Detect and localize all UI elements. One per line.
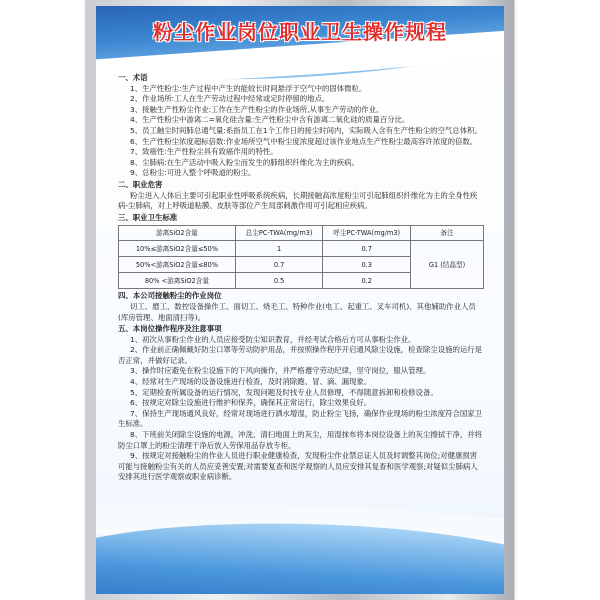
hazards-text: 粉尘进入人体后主要可引起职业性呼吸系统疾病，长期接触高浓度粉尘可引起肺组织纤维化为主的全身性疾病-尘肺病，对上呼吸道粘膜、皮肤等部位产生局部刺激作用可引起相应疾病。 bbox=[118, 190, 478, 211]
procedure-item: 5、定期检查所属设备的运行情况，发现问题及时找专业人员修理，不得随意拆卸和检修设备。 bbox=[130, 387, 438, 397]
term-item: 4、生产性粉尘中游离二=氧化硅含量:生产性粉尘中含有游离二氧化硅的质量百分比。 bbox=[130, 115, 410, 125]
section-heading-standards: 三、职业卫生标准 bbox=[118, 212, 178, 222]
poster-title: 粉尘作业岗位职业卫生操作规程 bbox=[153, 20, 447, 44]
table-note-cell: G1 (结晶型) bbox=[410, 241, 483, 289]
table-row bbox=[119, 241, 484, 257]
procedure-item: 7、保持生产现场通风良好，经常对现场进行洒水增湿，防止粉尘飞扬，确保作业现场的粉尘浓度符合国家卫生标准。 bbox=[118, 408, 483, 429]
procedure-item: 1、初次从事粉尘作业的人员应接受防尘知识教育，并经考试合格后方可从事粉尘作业。 bbox=[130, 334, 416, 344]
section-heading-terms: 一、术语 bbox=[118, 73, 148, 82]
poster-content bbox=[118, 72, 484, 483]
table-header-row bbox=[119, 226, 484, 241]
section-heading-hazards: 二、职业危害 bbox=[118, 179, 163, 189]
section-heading-positions: 四、本公司接触粉尘的作业岗位 bbox=[118, 291, 222, 301]
procedure-item: 2、作业前正确佩戴好防尘口罩等劳动防护用品，并按照操作程序开启通风除尘设施，检查除尘设施的运行是否正常，并做好记录。 bbox=[118, 345, 483, 365]
poster-board bbox=[96, 6, 504, 594]
table-cell: 1 bbox=[235, 241, 323, 257]
table-cell: 0.2 bbox=[323, 273, 411, 289]
table-cell: 50%<游离SiO2含量≤80% bbox=[119, 257, 236, 273]
procedure-item: 4、经常对生产现场的设备设施进行检查，及时消除跑、冒、滴、漏现象。 bbox=[130, 377, 372, 387]
term-item: 7、致癌性:生产性粉尘具有致癌作用的特性。 bbox=[130, 147, 278, 157]
table-header-cell: 呼尘PC-TWA(mg/m3) bbox=[323, 226, 411, 241]
term-item: 5、员工触尘时间肺总通气量:系指员工在1个工作日的接尘时间内，实际吸入含有生产性粉尘的空气总体积。 bbox=[130, 125, 482, 135]
term-item: 3、接触生产性粉尘作业:工作在生产性粉尘的作业场所,从事生产劳动的作业。 bbox=[130, 104, 384, 114]
table-header-cell: 总尘PC-TWA(mg/m3) bbox=[235, 226, 323, 241]
table-header-cell: 游离SiO2含量 bbox=[119, 226, 236, 241]
procedure-item: 9、按规定对接触粉尘的作业人员进行职业健康检查，发现粉尘作业禁忌证人员及时调整其岗位;对健康损害可能与接触粉尘有关的人员应妥善安置;对需要复查和医学观察的人员应安排其复查和医学观察;对疑似尘肺病人安排其进行医学观察或职业病诊断。 bbox=[118, 451, 478, 482]
section-heading-procedures: 五、本岗位操作程序及注意事项 bbox=[118, 324, 222, 334]
term-item: 1、生产性粉尘:生产过程中产生的能较长时间悬浮于空气中的固体微粒。 bbox=[130, 83, 367, 93]
table-cell: 80% <游离SiO2含量 bbox=[119, 273, 236, 289]
table-cell: 10%≤游离SiO2含量≤50% bbox=[119, 241, 236, 257]
procedure-item: 6、按规定对除尘设施进行维护和保养，确保其正常运行，除尘效果良好。 bbox=[130, 398, 372, 408]
table-cell: 0.3 bbox=[323, 257, 411, 273]
standards-table bbox=[118, 225, 484, 289]
table-cell: 0.5 bbox=[235, 273, 323, 289]
procedure-item: 8、下班前关闭除尘设施的电源，冲洗、清扫地面上的灰尘，用湿抹布将本岗位设备上的灰尘擦拭干净，并将防尘口罩上的粉尘清理干净后放入劳保用品存放专柜。 bbox=[118, 430, 483, 450]
positions-text: 切工、磨工、数控设备操作工、面切工、烧毛工、特种作业(电工、起重工、叉车司机)、其他辅助作业人员(库房管理、地面清扫等)。 bbox=[118, 301, 476, 322]
term-item: 6、生产性粉尘浓度超标倍数:作业场所空气中粉尘度浓度超过该作业地点生产性粉尘最高容许浓度的倍数。 bbox=[130, 136, 478, 146]
table-cell: 0.7 bbox=[235, 257, 323, 273]
term-item: 9、总粉尘:可进入整个呼吸道的粉尘。 bbox=[130, 168, 256, 178]
table-cell: 0.7 bbox=[323, 241, 411, 257]
term-item: 2、作业场所:工人在生产劳动过程中经常或定时停留的地点。 bbox=[130, 94, 330, 104]
procedure-item: 3、操作时应避免在粉尘设施下的下风向操作，并严格遵守劳动纪律，坚守岗位，服从管理。 bbox=[130, 366, 431, 376]
table-header-cell: 备注 bbox=[410, 226, 483, 241]
term-item: 8、尘肺病:在生产活动中吸入粉尘而发生的肺组织纤维化为主的疾病。 bbox=[130, 157, 359, 167]
